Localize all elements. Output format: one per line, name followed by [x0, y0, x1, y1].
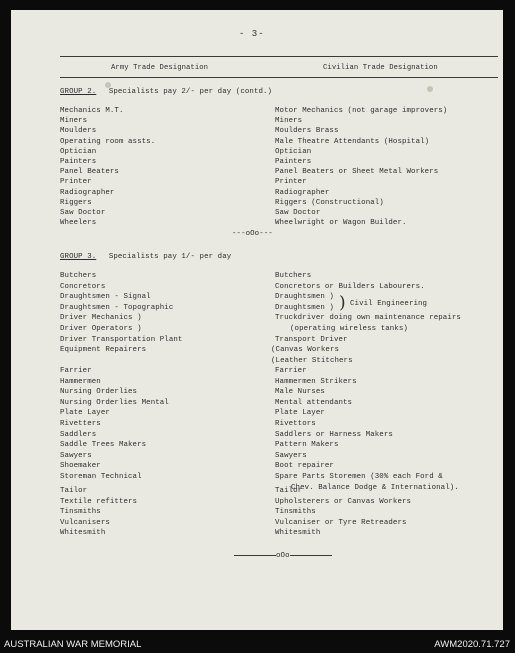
list-item: Shoemaker: [60, 462, 101, 471]
list-item: Saw Doctor: [60, 209, 106, 217]
group3-subtitle: Specialists pay 1/- per day: [108, 253, 232, 261]
list-item: Farrier: [275, 367, 307, 375]
list-item: Driver Operators ): [60, 325, 142, 333]
list-item: Concretors: [60, 282, 106, 291]
list-item: Nursing Orderlies Mental: [60, 398, 169, 407]
list-item: Optician: [275, 147, 312, 156]
list-item: Sawyers: [60, 451, 92, 460]
group3-title: GROUP 3.: [60, 253, 97, 261]
army-column-header: Army Trade Designation: [111, 64, 209, 72]
list-item: Farrier: [60, 367, 92, 375]
footer-accession-number: AWM2020.71.727: [434, 639, 510, 650]
list-item: Pattern Makers: [275, 441, 339, 450]
group3-heading: [60, 254, 231, 261]
list-item: Printer: [275, 178, 307, 187]
list-item: Saddlers: [60, 430, 97, 439]
list-item: Butchers: [60, 272, 97, 280]
civil-engineering-label: Civil Engineering: [350, 300, 428, 308]
list-item: Miners: [275, 117, 303, 126]
list-item: Panel Beaters or Sheet Metal Workers: [275, 168, 439, 177]
list-item: Rivetters: [60, 420, 101, 428]
brace: ): [339, 293, 346, 313]
list-item: Draughtsmen ): [275, 293, 334, 302]
list-item: Saw Doctor: [275, 209, 321, 217]
list-item: (Canvas Workers: [271, 346, 340, 355]
list-item: Optician: [60, 147, 97, 156]
civilian-column-header: Civilian Trade Designation: [323, 64, 438, 72]
list-item: Boot repairer: [275, 462, 334, 471]
list-item: Moulders: [60, 127, 97, 136]
list-item: Painters: [60, 158, 97, 166]
list-item: Rivettors: [275, 420, 316, 428]
list-item: Truckdriver doing own maintenance repairs: [275, 314, 461, 323]
list-item: Textile refitters: [60, 497, 138, 506]
list-item: (operating wireless tanks): [290, 325, 408, 333]
list-item: Riggers: [60, 198, 92, 207]
list-item: Saddle Trees Makers: [60, 441, 147, 450]
footer-institution: AUSTRALIAN WAR MEMORIAL: [4, 639, 142, 650]
list-item: Equipment Repairers: [60, 346, 147, 355]
header-rule-bottom: [60, 77, 498, 78]
list-item: Tinsmiths: [60, 508, 101, 517]
list-item: Driver Mechanics ): [60, 314, 142, 323]
list-item: Vulcaniser or Tyre Retreaders: [275, 518, 407, 527]
separator-2: [234, 553, 332, 560]
list-item: Storeman Technical: [60, 473, 142, 481]
list-item: Tailor: [60, 487, 88, 495]
group2-heading: [60, 89, 272, 96]
document-page: [11, 10, 503, 630]
page-number: - 3-: [239, 29, 265, 39]
list-item: Hammermen Strikers: [275, 377, 357, 386]
list-item: Mechanics M.T.: [60, 107, 124, 115]
group2-title: GROUP 2.: [60, 88, 97, 96]
list-item: Vulcanisers: [60, 518, 110, 527]
list-item: Draughtsmen - Topographic: [60, 303, 174, 312]
list-item: Tailor: [275, 487, 303, 495]
list-item: Concretors or Builders Labourers.: [275, 282, 425, 291]
list-item: Mental attendants: [275, 398, 353, 407]
list-item: Transport Driver: [275, 335, 348, 344]
header-rule-top: [60, 56, 498, 57]
separator-1: ---oOo---: [232, 230, 273, 238]
list-item: Painters: [275, 158, 312, 166]
list-item: Male Theatre Attendants (Hospital): [275, 137, 430, 146]
list-item: Miners: [60, 117, 88, 126]
list-item: Driver Transportation Plant: [60, 335, 183, 344]
list-item: Draughtsmen - Signal: [60, 293, 151, 302]
list-item: Sawyers: [275, 451, 307, 460]
paper-mark: [427, 86, 433, 92]
list-item: Butchers: [275, 272, 312, 280]
list-item: Panel Beaters: [60, 168, 119, 177]
list-item: Wheelers: [60, 219, 97, 228]
list-item: Saddlers or Harness Makers: [275, 430, 393, 439]
list-item: Whitesmith: [275, 529, 321, 538]
list-item: Wheelwright or Wagon Builder.: [275, 219, 407, 228]
list-item: Spare Parts Storemen (30% each Ford &: [275, 473, 443, 481]
footer-bar: [0, 633, 515, 653]
list-item: Draughtsmen ): [275, 303, 334, 312]
list-item: Chev. Balance Dodge & International).: [291, 483, 459, 492]
list-item: Male Nurses: [275, 388, 325, 397]
list-item: Tinsmiths: [275, 508, 316, 517]
list-item: Radiographer: [275, 188, 330, 197]
list-item: Whitesmith: [60, 529, 106, 538]
list-item: Printer: [60, 178, 92, 187]
list-item: Motor Mechanics (not garage improvers): [275, 107, 448, 115]
list-item: Riggers (Constructional): [275, 198, 384, 207]
list-item: Radiographer: [60, 188, 115, 197]
list-item: Upholsterers or Canvas Workers: [275, 497, 412, 506]
separator-line: [234, 555, 276, 556]
list-item: Nursing Orderlies: [60, 388, 138, 397]
separator-line: [290, 555, 332, 556]
list-item: Moulders Brass: [275, 127, 339, 136]
list-item: Operating room assts.: [60, 137, 156, 146]
list-item: (Leather Stitchers: [271, 356, 353, 365]
list-item: Plate Layer: [60, 409, 110, 418]
list-item: Hammermen: [60, 377, 101, 386]
group2-subtitle: Specialists pay 2/- per day (contd.): [108, 88, 273, 96]
separator-2-text: oOo: [276, 552, 290, 560]
list-item: Plate Layer: [275, 409, 325, 418]
